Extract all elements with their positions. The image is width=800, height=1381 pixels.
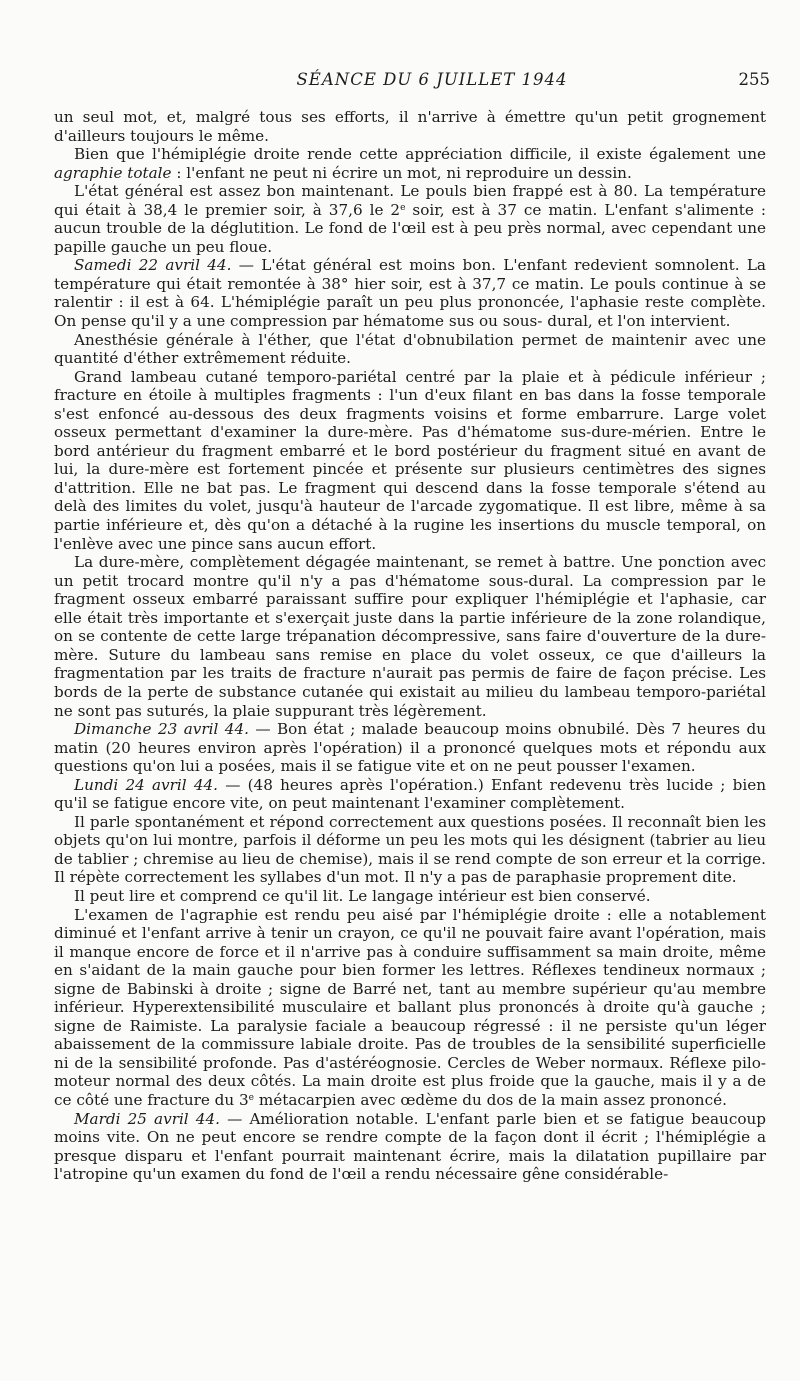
italic-text: Mardi 25 avril 44. (74, 1109, 220, 1128)
running-head (54, 70, 770, 92)
paragraph (54, 368, 766, 553)
text-run: L'état général est assez bon maintenant. Le pouls bien frappé est à 80. La température qui était à 38,4 le premier soir, à 37,6 le 2 (54, 182, 766, 219)
text-run: Il parle spontanément et répond correctement aux questions posées. Il reconnaît bien les objets qu'on lui montre, parfois il déforme un peu les mots qui les désignent (tabrier au lieu de tablier ; chremise au lieu de chemise), mais il se rend compte de son erreur et la corrige. Il répète correctement les syllabes d'un mot. Il n'y a pas de paraphasie proprement dite. (54, 812, 766, 887)
text-run: soir, est à 37 ce matin. L'enfant s'alimente : aucun trouble de la déglutition. Le fond de l'œil est à peu près normal, avec cependant une papille gauche un peu floue. (54, 200, 767, 256)
paragraph (54, 553, 766, 720)
paragraph-dated-entry (54, 1110, 766, 1184)
running-head-title: SÉANCE DU 6 JUILLET 1944 (296, 70, 568, 89)
italic-text: agraphie totale (54, 163, 172, 182)
text-run: — Amélioration notable. L'enfant parle bien et se fatigue beaucoup moins vite. On ne peut encore se rendre compte de la façon dont il écrit ; l'hémiplégie a presque disparu et l'enfant pourrait maintenant écrire, mais la dilatation pupillaire par l'atropine qu'un examen du fond de l'œil a rendu nécessaire gêne considérable- (54, 1109, 766, 1184)
text-run: un seul mot, et, malgré tous ses efforts, il n'arrive à émettre qu'un petit grognement d'ailleurs toujours le même. (54, 108, 766, 145)
paragraph (54, 813, 766, 887)
text-run: — L'état général est moins bon. L'enfant redevient somnolent. La température qui était remontée à 38° hier soir, est à 37,7 ce matin. Le pouls continue à se ralentir : il est à 64. L'hémiplégie paraît un peu plus prononcée, l'aphasie reste complète. On pense qu'il y a une compression par hématome sus ou sous- dural, et l'on intervient. (54, 256, 766, 331)
text-run: Anesthésie générale à l'éther, que l'état d'obnubilation permet de maintenir avec une quantité d'éther extrêmement réduite. (54, 330, 766, 368)
paragraph (54, 331, 766, 368)
page-number: 255 (738, 70, 770, 89)
paragraph-dated-entry (54, 256, 766, 330)
text-run: L'examen de l'agraphie est rendu peu aisé par l'hémiplégie droite : elle a notablement diminué et l'enfant arrive à tenir un crayon, ce qu'il ne pouvait faire avant l'opération, mais il manque encore de force et il n'arrive pas à conduire suffisamment sa main droite, même en s'aidant de la main gauche pour bien former les lettres. Réflexes tendineux normaux ; signe de Babinski à droite ; signe de Barré net, tant au membre supérieur qu'au membre inférieur. Hyperextensibilité musculaire et ballant plus prononcés à droite qu'à gauche ; signe de Raimiste. La paralysie faciale a beaucoup régressé : il ne persiste qu'un léger abaissement de la commissure labiale droite. Pas de troubles de la sensibilité superficielle ni de la sensibilité profonde. Pas d'astéréognosie. Cercles de Weber normaux. Réflexe pilo-moteur normal des deux côtés. La main droite est plus froide que la gauche, mais il y a de ce côté une fracture du 3 (54, 905, 766, 1109)
text-run: — Bon état ; malade beaucoup moins obnubilé. Dès 7 heures du matin (20 heures environ après l'opération) il a prononcé quelques mots et répondu aux questions qu'on lui a posées, mais il se fatigue vite et on ne peut pousser l'examen. (54, 720, 766, 776)
body-text (54, 108, 766, 1184)
paragraph (54, 108, 766, 145)
text-run: Grand lambeau cutané temporo-pariétal centré par la plaie et à pédicule inférieur ; fracture en étoile à multiples fragments : l'un d'eux filant en bas dans la fosse temporale s'est enfoncé au-dessous des deux fragments voisins et forme embarrure. Large volet osseux permettant d'examiner la dure-mère. Pas d'hématome sus-dure-mérien. Entre le bord antérieur du fragment embarré et le bord postérieur du fragment situé en avant de lui, la dure-mère est fortement pincée et présente sur plusieurs centimètres des signes d'attrition. Elle ne bat pas. Le fragment qui descend dans la fosse temporale s'étend au delà des limites du volet, jusqu'à hauteur de l'arcade zygomatique. Il est libre, même à sa partie inférieure et, dès qu'on a détaché à la rugine les insertions du muscle temporal, on l'enlève avec une pince sans aucun effort. (54, 367, 766, 553)
text-run: Il peut lire et comprend ce qu'il lit. Le langage intérieur est bien conservé. (74, 886, 651, 905)
paragraph (54, 182, 766, 256)
paragraph (54, 887, 766, 906)
paragraph (54, 145, 766, 182)
superscript: e (248, 1092, 254, 1103)
paragraph-dated-entry (54, 720, 766, 776)
text-run: La dure-mère, complètement dégagée maintenant, se remet à battre. Une ponction avec un petit trocard montre qu'il n'y a pas d'hématome sous-dural. La compression par le fragment osseux embarré paraissant suffire pour expliquer l'hémiplégie et l'aphasie, car elle était très importante et s'exerçait juste dans la partie inférieure de la zone rolandique, on se contente de cette large trépanation décompressive, sans faire d'ouverture de la dure-mère. Suture du lambeau sans remise en place du volet osseux, ce que d'ailleurs la fragmentation par les traits de fracture n'aurait pas permis de faire de façon précise. Les bords de la perte de substance cutanée qui existait au milieu du lambeau temporo-pariétal ne sont pas suturés, la plaie suppurant très légèrement. (54, 553, 766, 720)
text-run: métacarpien avec œdème du dos de la main assez prononcé. (254, 1090, 727, 1109)
paragraph-dated-entry (54, 776, 766, 813)
italic-text: Lundi 24 avril 44. (74, 775, 218, 794)
superscript: e (400, 202, 406, 213)
italic-text: Samedi 22 avril 44. (74, 256, 232, 275)
paragraph (54, 906, 766, 1110)
italic-text: Dimanche 23 avril 44. (74, 720, 249, 739)
text-run: : l'enfant ne peut ni écrire un mot, ni reproduire un dessin. (171, 163, 632, 182)
text-run: — (48 heures après l'opération.) Enfant redevenu très lucide ; bien qu'il se fatigue encore vite, on peut maintenant l'examiner complètement. (54, 775, 766, 813)
text-run: Bien que l'hémiplégie droite rende cette appréciation difficile, il existe également une (74, 145, 766, 164)
